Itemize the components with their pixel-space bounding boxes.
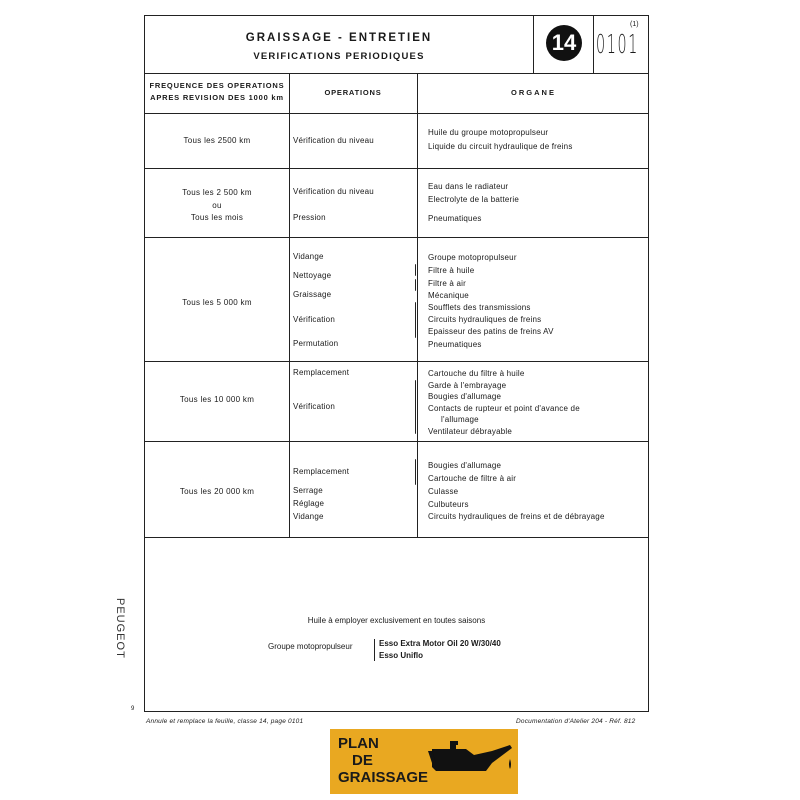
brace	[415, 279, 416, 291]
oil-product: Esso Uniflo	[379, 651, 424, 660]
row-organ: Garde à l'embrayage	[428, 381, 507, 390]
page-code-note: (1)	[630, 21, 639, 28]
row-operation: Vérification	[293, 402, 335, 411]
page-subtitle: VERIFICATIONS PERIODIQUES	[253, 51, 425, 62]
row-operation: Réglage	[293, 499, 325, 508]
brace	[415, 459, 416, 485]
row-operation: Remplacement	[293, 467, 350, 476]
page-title: GRAISSAGE - ENTRETIEN	[245, 32, 433, 44]
side-brand-text: PEUGEOT	[114, 598, 126, 659]
row-organ: Pneumatiques	[428, 214, 482, 223]
row-operation: Serrage	[293, 486, 323, 495]
oil-product: Esso Extra Motor Oil 20 W/30/40	[379, 639, 501, 648]
row-organ: Ventilateur débrayable	[428, 427, 513, 436]
row-organ: Culbuteurs	[428, 500, 469, 509]
page-code-box	[595, 16, 650, 74]
row-organ: Contacts de rupteur et point d'avance de	[428, 404, 580, 413]
row-organ: Circuits hydrauliques de freins	[428, 315, 542, 324]
sheet-header	[145, 16, 648, 74]
row-organ: Groupe motopropulseur	[428, 253, 517, 262]
row-frequency: ou	[212, 201, 222, 210]
brace	[415, 380, 416, 434]
row-operation: Permutation	[293, 339, 339, 348]
page-code: 0101	[596, 30, 639, 60]
row-organ: Filtre à huile	[428, 266, 475, 275]
row-organ: Epaisseur des patins de freins AV	[428, 327, 554, 336]
row-organ: Pneumatiques	[428, 340, 482, 349]
col-operations: OPERATIONS	[324, 88, 382, 97]
footer-right: Documentation d'Atelier 204 - Réf. 812	[516, 718, 636, 725]
row-frequency: Tous les 5 000 km	[182, 298, 252, 307]
row-organ: Mécanique	[428, 291, 469, 300]
document-sheet	[144, 15, 649, 712]
row-operation: Pression	[293, 213, 326, 222]
row-operation: Remplacement	[293, 368, 350, 377]
column-header-row	[145, 74, 648, 114]
logo-line2: DE	[352, 752, 373, 769]
row-organ: Eau dans le radiateur	[428, 182, 509, 191]
col-frequency-sub: APRES REVISION DES 1000 km	[150, 93, 284, 102]
table-row	[145, 169, 648, 238]
table-row	[145, 114, 648, 169]
table-row	[145, 442, 648, 538]
row-organ: Bougies d'allumage	[428, 461, 502, 470]
brace	[415, 264, 416, 276]
row-frequency: Tous les 2500 km	[183, 136, 251, 145]
class-number-badge: 14	[546, 25, 582, 61]
row-operation: Vérification	[293, 315, 335, 324]
col-organe: ORGANE	[511, 88, 556, 97]
row-organ: Cartouche du filtre à huile	[428, 369, 525, 378]
row-organ: Liquide du circuit hydraulique de freins	[428, 142, 573, 151]
table-row	[145, 362, 648, 442]
oil-title: Huile à employer exclusivement en toutes saisons	[307, 616, 486, 625]
col-frequency: FREQUENCE DES OPERATIONS	[149, 81, 285, 90]
footer-left: Annule et remplace la feuille, classe 14, page 0101	[146, 718, 304, 725]
brace	[415, 302, 416, 338]
row-operation: Vérification du niveau	[293, 136, 374, 145]
row-organ: Filtre à air	[428, 279, 466, 288]
row-frequency: Tous les mois	[190, 213, 244, 222]
row-organ: Cartouche de filtre à air	[428, 474, 517, 483]
row-organ: Bougies d'allumage	[428, 392, 502, 401]
row-operation: Vidange	[293, 512, 324, 521]
row-operation: Nettoyage	[293, 271, 332, 280]
row-organ: Culasse	[428, 487, 459, 496]
row-organ: Soufflets des transmissions	[428, 303, 531, 312]
row-operation: Vérification du niveau	[293, 187, 374, 196]
row-frequency: Tous les 10 000 km	[179, 395, 255, 404]
logo-line1: PLAN	[338, 735, 379, 752]
oil-label: Groupe motopropulseur	[268, 642, 353, 651]
row-organ: l'allumage	[441, 415, 479, 424]
row-organ: Circuits hydrauliques de freins et de débrayage	[428, 512, 605, 521]
row-organ: Huile du groupe motopropulseur	[428, 128, 549, 137]
row-operation: Vidange	[293, 252, 324, 261]
plan-de-graissage-logo	[330, 729, 518, 794]
logo-line3: GRAISSAGE	[338, 769, 429, 786]
row-organ: Electrolyte de la batterie	[428, 195, 520, 204]
side-number: 9	[131, 706, 135, 712]
row-frequency: Tous les 20 000 km	[179, 487, 255, 496]
table-row	[145, 238, 648, 362]
oil-separator	[374, 639, 375, 661]
row-operation: Graissage	[293, 290, 332, 299]
oil-can-icon	[426, 737, 514, 787]
row-frequency: Tous les 2 500 km	[182, 188, 252, 197]
